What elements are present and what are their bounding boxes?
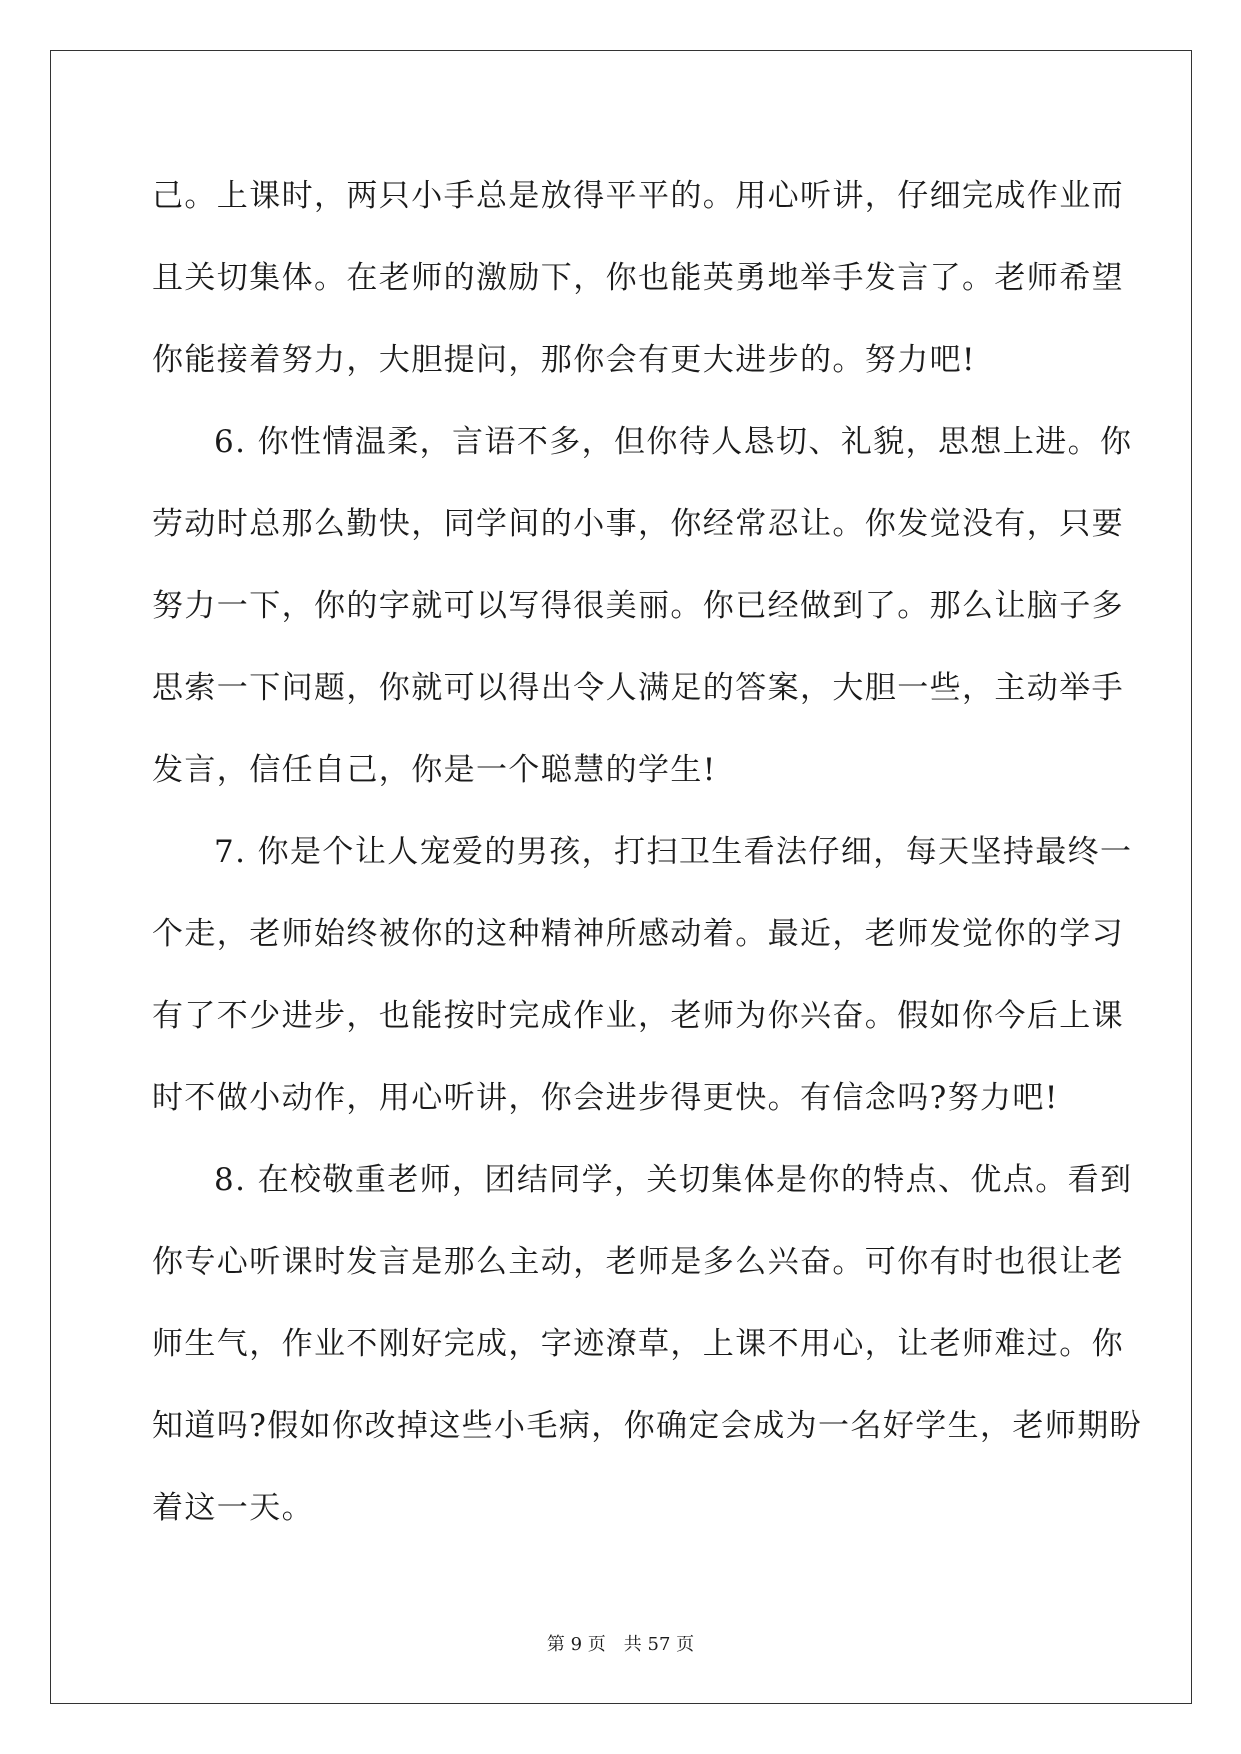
text-line: 努力一下，你的字就可以写得很美丽。你已经做到了。那么让脑子多 <box>152 588 1124 624</box>
text-line: 发言，信任自己，你是一个聪慧的学生! <box>152 752 717 788</box>
paragraph-start-line: 7. 你是个让人宠爱的男孩，打扫卫生看法仔细，每天坚持最终一 <box>214 834 1133 870</box>
text-line: 有了不少进步，也能按时完成作业，老师为你兴奋。假如你今后上课 <box>152 998 1124 1034</box>
total-pages: 共 57 页 <box>623 1634 695 1655</box>
paragraph-start-line: 6. 你性情温柔，言语不多，但你待人恳切、礼貌，思想上进。你 <box>214 424 1133 460</box>
paragraph-start-line: 8. 在校敬重老师，团结同学，关切集体是你的特点、优点。看到 <box>214 1162 1133 1198</box>
text-line: 师生气，作业不刚好完成，字迹潦草，上课不用心，让老师难过。你 <box>152 1326 1124 1362</box>
text-line: 知道吗?假如你改掉这些小毛病，你确定会成为一名好学生，老师期盼 <box>152 1408 1143 1444</box>
text-line: 着这一天。 <box>152 1490 314 1526</box>
document-body <box>152 155 1143 1549</box>
text-line: 个走，老师始终被你的这种精神所感动着。最近，老师发觉你的学习 <box>152 916 1124 952</box>
text-line: 你专心听课时发言是那么主动，老师是多么兴奋。可你有时也很让老 <box>152 1244 1124 1280</box>
text-line: 思索一下问题，你就可以得出令人满足的答案，大胆一些，主动举手 <box>152 670 1124 706</box>
text-line: 劳动时总那么勤快，同学间的小事，你经常忍让。你发觉没有，只要 <box>152 506 1124 542</box>
text-line: 你能接着努力，大胆提问，那你会有更大进步的。努力吧! <box>152 342 976 378</box>
text-line: 时不做小动作，用心听讲，你会进步得更快。有信念吗?努力吧! <box>152 1080 1059 1116</box>
page-footer <box>0 1630 1241 1656</box>
text-line: 己。上课时，两只小手总是放得平平的。用心听讲，仔细完成作业而 <box>152 178 1124 214</box>
page-number: 第 9 页 <box>546 1634 606 1655</box>
text-line: 且关切集体。在老师的激励下，你也能英勇地举手发言了。老师希望 <box>152 260 1124 296</box>
